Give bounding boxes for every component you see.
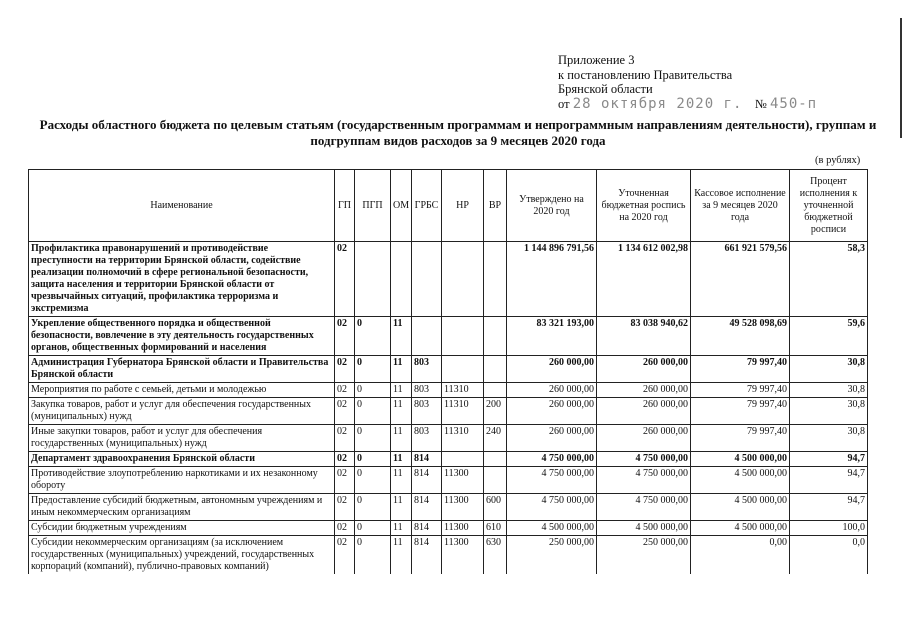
row-ppgp: 0 bbox=[355, 383, 391, 398]
table-row bbox=[29, 317, 868, 356]
row-grbs: 814 bbox=[412, 467, 442, 494]
row-grbs: 803 bbox=[412, 398, 442, 425]
row-name: Администрация Губернатора Брянской области и Правительства Брянской области bbox=[29, 356, 335, 383]
row-ppgp: 0 bbox=[355, 536, 391, 575]
row-cash: 79 997,40 bbox=[691, 398, 790, 425]
table-row bbox=[29, 242, 868, 317]
table-header-row bbox=[29, 170, 868, 242]
table-row bbox=[29, 494, 868, 521]
units-label: (в рублях) bbox=[815, 155, 861, 166]
row-grbs: 803 bbox=[412, 425, 442, 452]
row-cash: 661 921 579,56 bbox=[691, 242, 790, 317]
row-np: 11310 bbox=[442, 383, 484, 398]
appendix-line-3: Брянской области bbox=[558, 82, 653, 96]
table-row bbox=[29, 521, 868, 536]
row-grbs bbox=[412, 242, 442, 317]
table-row bbox=[29, 398, 868, 425]
appendix-date-line bbox=[558, 97, 817, 112]
row-np: 11300 bbox=[442, 521, 484, 536]
row-vr bbox=[484, 467, 507, 494]
row-om bbox=[391, 242, 412, 317]
row-np: 11300 bbox=[442, 536, 484, 575]
row-om: 11 bbox=[391, 356, 412, 383]
row-approved: 260 000,00 bbox=[507, 398, 597, 425]
row-refined: 4 750 000,00 bbox=[597, 494, 691, 521]
table-row bbox=[29, 383, 868, 398]
budget-table bbox=[28, 169, 868, 574]
row-name: Субсидии бюджетным учреждениям bbox=[29, 521, 335, 536]
appendix-ot: от bbox=[558, 96, 570, 111]
row-name: Закупка товаров, работ и услуг для обеспечения государственных (муниципальных) нужд bbox=[29, 398, 335, 425]
row-percent: 59,6 bbox=[790, 317, 868, 356]
row-grbs: 814 bbox=[412, 536, 442, 575]
row-ppgp: 0 bbox=[355, 425, 391, 452]
row-approved: 4 750 000,00 bbox=[507, 467, 597, 494]
col-header-percent: Процент исполнения к уточненной бюджетной росписи bbox=[790, 170, 868, 242]
row-om: 11 bbox=[391, 467, 412, 494]
row-name: Противодействие злоупотреблению наркотиками и их незаконному обороту bbox=[29, 467, 335, 494]
row-refined: 4 750 000,00 bbox=[597, 452, 691, 467]
row-vr bbox=[484, 383, 507, 398]
col-header-vr: ВР bbox=[484, 170, 507, 242]
appendix-no-label: № bbox=[754, 96, 767, 111]
row-om: 11 bbox=[391, 383, 412, 398]
document-title: Расходы областного бюджета по целевым статьям (государственным программам и непрограммным направлениям деятельности), группам и подгруппам видов расходов за 9 месяцев 2020 года bbox=[39, 117, 877, 148]
row-approved: 1 144 896 791,56 bbox=[507, 242, 597, 317]
appendix-line-2: к постановлению Правительства bbox=[558, 67, 733, 82]
row-np: 11300 bbox=[442, 467, 484, 494]
row-ppgp: 0 bbox=[355, 521, 391, 536]
row-name: Субсидии некоммерческим организациям (за исключением государственных (муниципальных) учреждений, государственных корпораций (компаний), публично-правовых компаний) bbox=[29, 536, 335, 575]
row-np bbox=[442, 452, 484, 467]
table-row bbox=[29, 536, 868, 575]
row-percent: 30,8 bbox=[790, 398, 868, 425]
row-refined: 260 000,00 bbox=[597, 383, 691, 398]
row-percent: 94,7 bbox=[790, 452, 868, 467]
row-vr bbox=[484, 452, 507, 467]
row-gp: 02 bbox=[335, 398, 355, 425]
appendix-block bbox=[558, 53, 817, 111]
appendix-date: 28 октября 2020 г. bbox=[572, 95, 743, 112]
row-om: 11 bbox=[391, 398, 412, 425]
row-percent: 94,7 bbox=[790, 494, 868, 521]
row-vr bbox=[484, 356, 507, 383]
row-gp: 02 bbox=[335, 425, 355, 452]
row-grbs: 814 bbox=[412, 521, 442, 536]
row-ppgp: 0 bbox=[355, 356, 391, 383]
row-percent: 30,8 bbox=[790, 356, 868, 383]
row-cash: 4 500 000,00 bbox=[691, 521, 790, 536]
row-refined: 250 000,00 bbox=[597, 536, 691, 575]
row-name: Иные закупки товаров, работ и услуг для обеспечения государственных (муниципальных) нужд bbox=[29, 425, 335, 452]
row-percent: 58,3 bbox=[790, 242, 868, 317]
row-cash: 79 997,40 bbox=[691, 383, 790, 398]
col-header-cash: Кассовое исполнение за 9 месяцев 2020 года bbox=[691, 170, 790, 242]
row-cash: 79 997,40 bbox=[691, 425, 790, 452]
row-ppgp: 0 bbox=[355, 398, 391, 425]
row-ppgp: 0 bbox=[355, 467, 391, 494]
row-name: Предоставление субсидий бюджетным, автономным учреждениям и иным некоммерческим организациям bbox=[29, 494, 335, 521]
appendix-no-value: 450-п bbox=[769, 95, 818, 112]
col-header-om: ОМ bbox=[391, 170, 412, 242]
appendix-line-1: Приложение 3 bbox=[558, 53, 635, 67]
row-vr: 600 bbox=[484, 494, 507, 521]
row-percent: 100,0 bbox=[790, 521, 868, 536]
row-name: Мероприятия по работе с семьей, детьми и молодежью bbox=[29, 383, 335, 398]
row-refined: 83 038 940,62 bbox=[597, 317, 691, 356]
row-om: 11 bbox=[391, 536, 412, 575]
row-approved: 4 750 000,00 bbox=[507, 494, 597, 521]
row-refined: 260 000,00 bbox=[597, 398, 691, 425]
row-approved: 4 500 000,00 bbox=[507, 521, 597, 536]
row-percent: 30,8 bbox=[790, 425, 868, 452]
row-cash: 4 500 000,00 bbox=[691, 494, 790, 521]
row-percent: 0,0 bbox=[790, 536, 868, 575]
row-cash: 79 997,40 bbox=[691, 356, 790, 383]
row-cash: 4 500 000,00 bbox=[691, 452, 790, 467]
row-grbs: 803 bbox=[412, 383, 442, 398]
row-np bbox=[442, 242, 484, 317]
row-refined: 260 000,00 bbox=[597, 356, 691, 383]
row-gp: 02 bbox=[335, 467, 355, 494]
row-om: 11 bbox=[391, 425, 412, 452]
row-cash: 4 500 000,00 bbox=[691, 467, 790, 494]
row-approved: 83 321 193,00 bbox=[507, 317, 597, 356]
row-vr bbox=[484, 242, 507, 317]
row-vr: 630 bbox=[484, 536, 507, 575]
col-header-grbs: ГРБС bbox=[412, 170, 442, 242]
row-name: Укрепление общественного порядка и общественной безопасности, вовлечение в эту деятельность государственных органов, общественных формирований и населения bbox=[29, 317, 335, 356]
row-ppgp bbox=[355, 242, 391, 317]
col-header-ppgp: ПГП bbox=[355, 170, 391, 242]
row-refined: 1 134 612 002,98 bbox=[597, 242, 691, 317]
row-np: 11310 bbox=[442, 425, 484, 452]
col-header-np: НР bbox=[442, 170, 484, 242]
table-row bbox=[29, 452, 868, 467]
row-grbs bbox=[412, 317, 442, 356]
row-vr: 200 bbox=[484, 398, 507, 425]
row-percent: 30,8 bbox=[790, 383, 868, 398]
row-np: 11310 bbox=[442, 398, 484, 425]
row-vr: 610 bbox=[484, 521, 507, 536]
row-refined: 260 000,00 bbox=[597, 425, 691, 452]
row-vr bbox=[484, 317, 507, 356]
row-approved: 260 000,00 bbox=[507, 383, 597, 398]
row-ppgp: 0 bbox=[355, 452, 391, 467]
table-row bbox=[29, 356, 868, 383]
row-np bbox=[442, 356, 484, 383]
row-grbs: 814 bbox=[412, 494, 442, 521]
col-header-gp: ГП bbox=[335, 170, 355, 242]
row-om: 11 bbox=[391, 452, 412, 467]
row-gp: 02 bbox=[335, 521, 355, 536]
row-refined: 4 500 000,00 bbox=[597, 521, 691, 536]
row-approved: 4 750 000,00 bbox=[507, 452, 597, 467]
row-gp: 02 bbox=[335, 356, 355, 383]
row-ppgp: 0 bbox=[355, 494, 391, 521]
row-percent: 94,7 bbox=[790, 467, 868, 494]
row-grbs: 803 bbox=[412, 356, 442, 383]
row-ppgp: 0 bbox=[355, 317, 391, 356]
row-np: 11300 bbox=[442, 494, 484, 521]
row-name: Департамент здравоохранения Брянской области bbox=[29, 452, 335, 467]
row-gp: 02 bbox=[335, 494, 355, 521]
row-gp: 02 bbox=[335, 536, 355, 575]
row-refined: 4 750 000,00 bbox=[597, 467, 691, 494]
row-np bbox=[442, 317, 484, 356]
row-om: 11 bbox=[391, 494, 412, 521]
table-row bbox=[29, 467, 868, 494]
row-cash: 0,00 bbox=[691, 536, 790, 575]
row-name: Профилактика правонарушений и противодействие преступности на территории Брянской области, содействие реализации полномочий в сфере региональной безопасности, защита населения и территории Брянской области от чрезвычайных ситуаций, профилактика терроризма и экстремизма bbox=[29, 242, 335, 317]
col-header-approved: Утверждено на 2020 год bbox=[507, 170, 597, 242]
row-om: 11 bbox=[391, 317, 412, 356]
row-approved: 250 000,00 bbox=[507, 536, 597, 575]
row-vr: 240 bbox=[484, 425, 507, 452]
row-grbs: 814 bbox=[412, 452, 442, 467]
row-gp: 02 bbox=[335, 452, 355, 467]
row-om: 11 bbox=[391, 521, 412, 536]
col-header-name: Наименование bbox=[29, 170, 335, 242]
row-approved: 260 000,00 bbox=[507, 356, 597, 383]
row-cash: 49 528 098,69 bbox=[691, 317, 790, 356]
col-header-refined: Уточненная бюджетная роспись на 2020 год bbox=[597, 170, 691, 242]
row-approved: 260 000,00 bbox=[507, 425, 597, 452]
table-row bbox=[29, 425, 868, 452]
row-gp: 02 bbox=[335, 317, 355, 356]
row-gp: 02 bbox=[335, 242, 355, 317]
page-edge-line bbox=[900, 18, 902, 138]
row-gp: 02 bbox=[335, 383, 355, 398]
